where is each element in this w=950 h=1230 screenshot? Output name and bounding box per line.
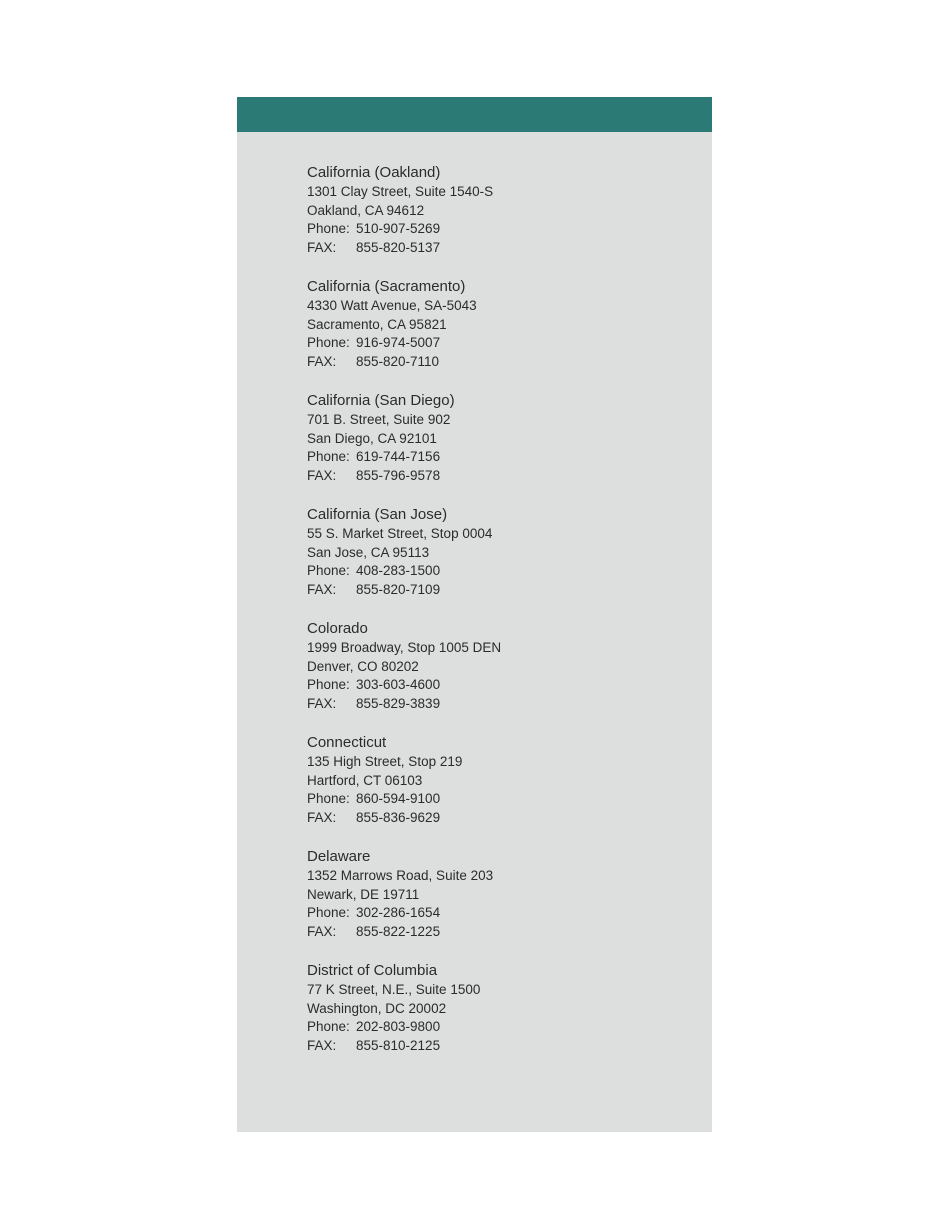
office-name: Delaware xyxy=(307,848,371,865)
phone-label: Phone: xyxy=(307,677,350,693)
office-phone xyxy=(307,448,687,467)
phone-label: Phone: xyxy=(307,1019,350,1035)
fax-label: FAX: xyxy=(307,696,337,712)
office-city: San Jose, CA 95113 xyxy=(307,544,430,560)
phone-number: 510-907-5269 xyxy=(356,221,441,237)
phone-label: Phone: xyxy=(307,791,350,807)
fax-number: 855-810-2125 xyxy=(356,1038,441,1054)
office-street: 1352 Marrows Road, Suite 203 xyxy=(307,868,494,883)
fax-number: 855-829-3839 xyxy=(356,696,441,712)
office-fax xyxy=(307,809,687,828)
fax-number: 855-820-5137 xyxy=(356,240,441,256)
phone-label: Phone: xyxy=(307,905,350,921)
office-city: Hartford, CT 06103 xyxy=(307,772,423,788)
phone-number: 860-594-9100 xyxy=(356,791,441,807)
office-phone xyxy=(307,1018,687,1037)
office-fax xyxy=(307,695,687,714)
phone-number: 408-283-1500 xyxy=(356,563,441,579)
panel-header-bar xyxy=(237,97,712,132)
office-city: Denver, CO 80202 xyxy=(307,658,419,674)
office-name: California (Oakland) xyxy=(307,164,441,181)
office-name: California (San Jose) xyxy=(307,506,448,523)
office-city: Newark, DE 19711 xyxy=(307,886,420,902)
fax-number: 855-796-9578 xyxy=(356,468,441,484)
office-phone xyxy=(307,676,687,695)
office-fax xyxy=(307,239,687,258)
office-entry xyxy=(307,163,687,277)
office-street: 135 High Street, Stop 219 xyxy=(307,754,463,769)
office-street: 55 S. Market Street, Stop 0004 xyxy=(307,526,493,541)
phone-label: Phone: xyxy=(307,449,350,465)
office-entry xyxy=(307,733,687,847)
office-entry xyxy=(307,619,687,733)
phone-number: 619-744-7156 xyxy=(356,449,441,465)
fax-label: FAX: xyxy=(307,354,337,370)
office-entry xyxy=(307,505,687,619)
phone-number: 302-286-1654 xyxy=(356,905,441,921)
fax-label: FAX: xyxy=(307,924,337,940)
phone-number: 303-603-4600 xyxy=(356,677,441,693)
office-phone xyxy=(307,334,687,353)
office-entry xyxy=(307,391,687,505)
phone-label: Phone: xyxy=(307,221,350,237)
fax-number: 855-836-9629 xyxy=(356,810,441,826)
phone-label: Phone: xyxy=(307,335,350,351)
fax-label: FAX: xyxy=(307,468,337,484)
office-street: 77 K Street, N.E., Suite 1500 xyxy=(307,982,481,997)
office-fax xyxy=(307,353,687,372)
office-name: California (Sacramento) xyxy=(307,278,466,295)
office-name: California (San Diego) xyxy=(307,392,455,409)
office-phone xyxy=(307,904,687,923)
office-name: District of Columbia xyxy=(307,962,438,979)
office-name: Connecticut xyxy=(307,734,387,751)
office-list xyxy=(307,163,687,1075)
fax-label: FAX: xyxy=(307,1038,337,1054)
fax-number: 855-822-1225 xyxy=(356,924,441,940)
fax-label: FAX: xyxy=(307,810,337,826)
office-street: 1999 Broadway, Stop 1005 DEN xyxy=(307,640,502,655)
office-phone xyxy=(307,562,687,581)
office-entry xyxy=(307,961,687,1075)
office-city: Oakland, CA 94612 xyxy=(307,202,425,218)
office-city: Sacramento, CA 95821 xyxy=(307,316,447,332)
phone-number: 916-974-5007 xyxy=(356,335,441,351)
office-phone xyxy=(307,790,687,809)
phone-number: 202-803-9800 xyxy=(356,1019,441,1035)
office-fax xyxy=(307,581,687,600)
fax-number: 855-820-7109 xyxy=(356,582,441,598)
office-fax xyxy=(307,923,687,942)
office-city: Washington, DC 20002 xyxy=(307,1000,447,1016)
office-street: 4330 Watt Avenue, SA-5043 xyxy=(307,298,477,313)
fax-label: FAX: xyxy=(307,582,337,598)
office-fax xyxy=(307,467,687,486)
office-fax xyxy=(307,1037,687,1056)
office-entry xyxy=(307,847,687,961)
office-name: Colorado xyxy=(307,620,368,637)
office-entry xyxy=(307,277,687,391)
office-street: 1301 Clay Street, Suite 1540-S xyxy=(307,184,494,199)
fax-number: 855-820-7110 xyxy=(356,354,440,370)
office-phone xyxy=(307,220,687,239)
office-directory-panel xyxy=(237,97,712,1132)
phone-label: Phone: xyxy=(307,563,350,579)
office-street: 701 B. Street, Suite 902 xyxy=(307,412,451,427)
office-city: San Diego, CA 92101 xyxy=(307,430,437,446)
fax-label: FAX: xyxy=(307,240,337,256)
